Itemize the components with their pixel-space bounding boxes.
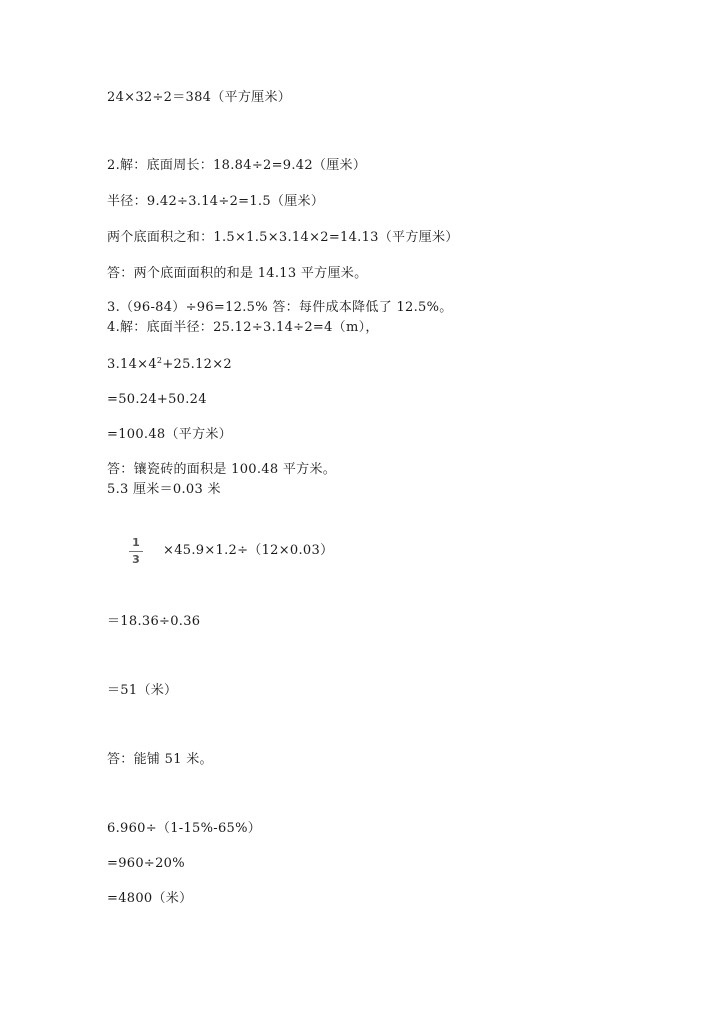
answer-line: 答：能铺 51 米。: [107, 752, 213, 767]
fraction-numerator: 1: [132, 536, 140, 549]
expression-part: +25.12×2: [162, 357, 232, 372]
solution-line: 4.解：底面半径：25.12÷3.14÷2=4（m），: [107, 320, 379, 335]
solution-line: 3.（96-84）÷96=12.5% 答：每件成本降低了 12.5%。: [107, 300, 453, 315]
fraction-denominator: 3: [132, 553, 140, 566]
solution-line: 半径：9.42÷3.14÷2=1.5（厘米）: [107, 194, 325, 209]
solution-line: 5.3 厘米＝0.03 米: [107, 482, 221, 497]
solution-line: 6.960÷（1-15%-65%）: [107, 821, 262, 836]
fraction-one-third: [129, 537, 143, 566]
solution-line: ＝18.36÷0.36: [107, 614, 201, 629]
solution-line: 24×32÷2＝384（平方厘米）: [107, 90, 292, 105]
answer-line: 答：两个底面面积的和是 14.13 平方厘米。: [107, 266, 368, 281]
expression-part: 3.14×4: [107, 357, 157, 372]
solution-line: =50.24+50.24: [107, 392, 207, 407]
solution-line: ×45.9×1.2÷（12×0.03）: [163, 543, 334, 558]
answer-line: 答：镶瓷砖的面积是 100.48 平方米。: [107, 462, 337, 477]
solution-line: =100.48（平方米）: [107, 427, 232, 442]
solution-line: 2.解：底面周长：18.84÷2=9.42（厘米）: [107, 158, 367, 173]
solution-line: =960÷20%: [107, 856, 185, 871]
solution-line: ＝51（米）: [107, 683, 178, 698]
solution-line: [107, 357, 232, 373]
fraction-bar: [129, 551, 143, 552]
solution-line: =4800（米）: [107, 891, 193, 906]
exponent: 2: [156, 356, 163, 365]
solution-line: 两个底面积之和：1.5×1.5×3.14×2=14.13（平方厘米）: [107, 230, 459, 245]
